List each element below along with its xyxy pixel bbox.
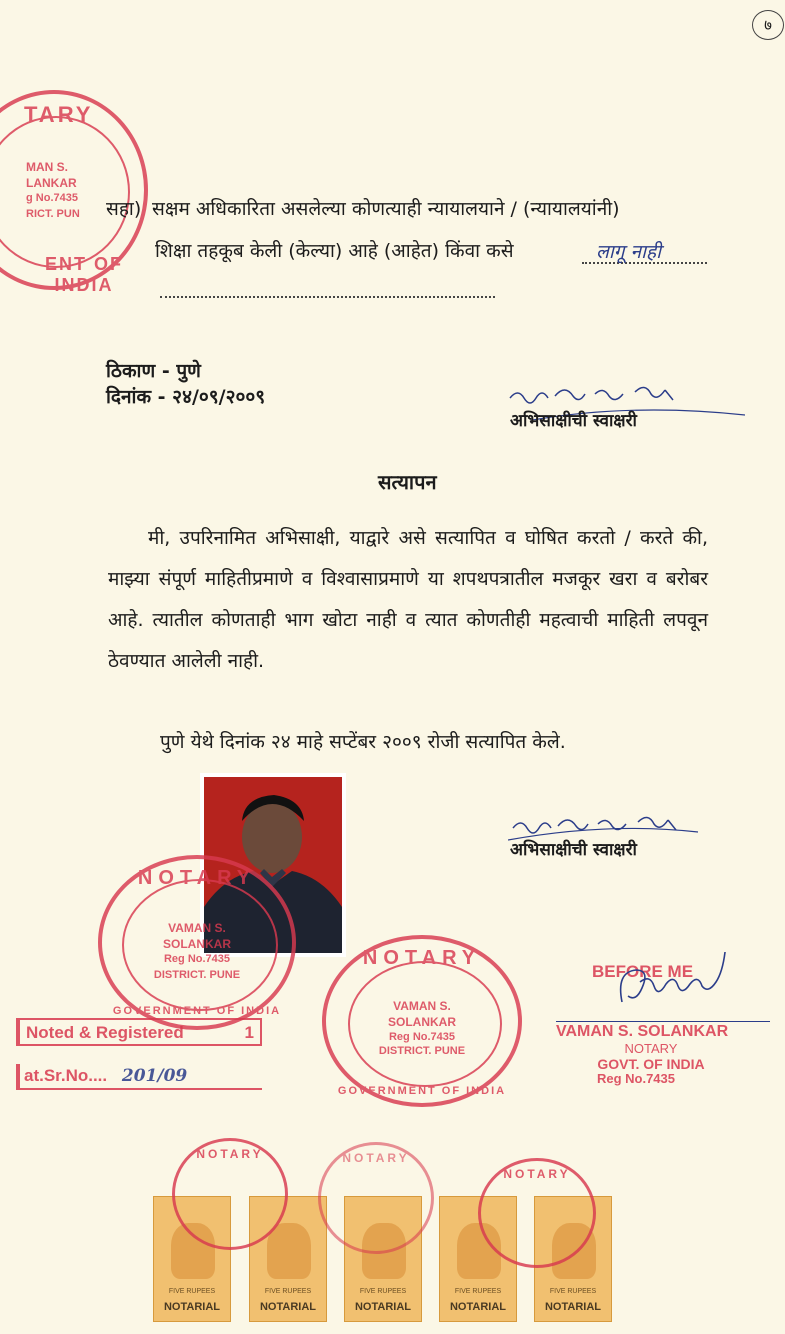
- notary-seal-small-2: NOTARY: [318, 1142, 434, 1254]
- serial-number-stamp: [16, 1064, 262, 1090]
- clause-answer-handwritten: लागू नाही: [596, 241, 662, 263]
- notary-seal-small-3: NOTARY: [478, 1158, 596, 1268]
- revenue-stamp: FIVE RUPEES NOTARIAL: [249, 1196, 327, 1322]
- notary-seal-center: NOTARY VAMAN S. SOLANKAR Reg No.7435 DISTRICT. PUNE GOVERNMENT OF INDIA: [322, 935, 522, 1107]
- noted-registered-stamp: [16, 1018, 262, 1046]
- notary-seal-left: NOTARY VAMAN S. SOLANKAR Reg No.7435 DISTRICT. PUNE GOVERNMENT OF INDIA: [98, 855, 296, 1030]
- serial-value-handwritten: 201/09: [121, 1066, 188, 1086]
- notary-seal-small-1: NOTARY: [172, 1138, 288, 1250]
- date-line: दिनांक - २४/०९/२००९: [106, 386, 266, 408]
- notary-signature-line: [556, 1021, 770, 1022]
- noted-label: Noted & Registered: [26, 1023, 184, 1042]
- clause-line-2: शिक्षा तहकूब केली (केल्या) आहे (आहेत) किंवा कसे: [155, 240, 514, 262]
- clause-line-1: सक्षम अधिकारिता असलेल्या कोणत्याही न्यायालयाने / (न्यायालयांनी): [152, 198, 620, 220]
- notary-signature: [610, 952, 760, 1012]
- before-me-title: NOTARY: [624, 1041, 678, 1056]
- blank-dotted-line: [160, 296, 495, 298]
- revenue-stamp: FIVE RUPEES NOTARIAL: [439, 1196, 517, 1322]
- noted-suffix: 1: [244, 1023, 254, 1042]
- signature-label-top: अभिसाक्षीची स्वाक्षरी: [510, 411, 637, 431]
- signature-label-bottom: अभिसाक्षीची स्वाक्षरी: [510, 840, 637, 860]
- revenue-stamp: FIVE RUPEES NOTARIAL: [534, 1196, 612, 1322]
- before-me-heading: BEFORE ME: [592, 962, 694, 981]
- handwritten-signature-bottom: [508, 808, 708, 842]
- place-line: ठिकाण - पुणे: [106, 360, 201, 382]
- before-me-govt: GOVT. OF INDIA: [597, 1056, 705, 1072]
- revenue-stamp: FIVE RUPEES NOTARIAL: [344, 1196, 422, 1322]
- verification-heading: सत्यापन: [378, 470, 437, 494]
- before-me-reg: Reg No.7435: [596, 1071, 676, 1086]
- verification-date-line: पुणे येथे दिनांक २४ माहे सप्टेंबर २००९ रोजी सत्यापित केले.: [160, 731, 566, 753]
- page-number: ७: [752, 10, 784, 40]
- before-me-name: VAMAN S. SOLANKAR: [556, 1023, 729, 1040]
- notary-seal-top-left: TARY MAN S. LANKAR g No.7435 RICT. PUN ENT OF INDIA: [0, 90, 148, 290]
- serial-label: at.Sr.No....: [24, 1066, 108, 1085]
- verification-paragraph: मी, उपरिनामित अभिसाक्षी, याद्वारे असे सत्यापित व घोषित करतो / करते की, माझ्या संपूर्ण माहितीप्रमाणे व विश्वासाप्रमाणे या शपथपत्रातील मजकूर खरा व बरोबर आहे. त्यातील कोणताही भाग खोटा नाही व त्यात कोणतीही महत्वाची माहिती लपवून ठेवण्यात आलेली नाही.: [108, 527, 708, 672]
- emblem-icon: [267, 1223, 311, 1279]
- clause-lead: सहा): [106, 198, 142, 220]
- revenue-stamp: FIVE RUPEES NOTARIAL: [153, 1196, 231, 1322]
